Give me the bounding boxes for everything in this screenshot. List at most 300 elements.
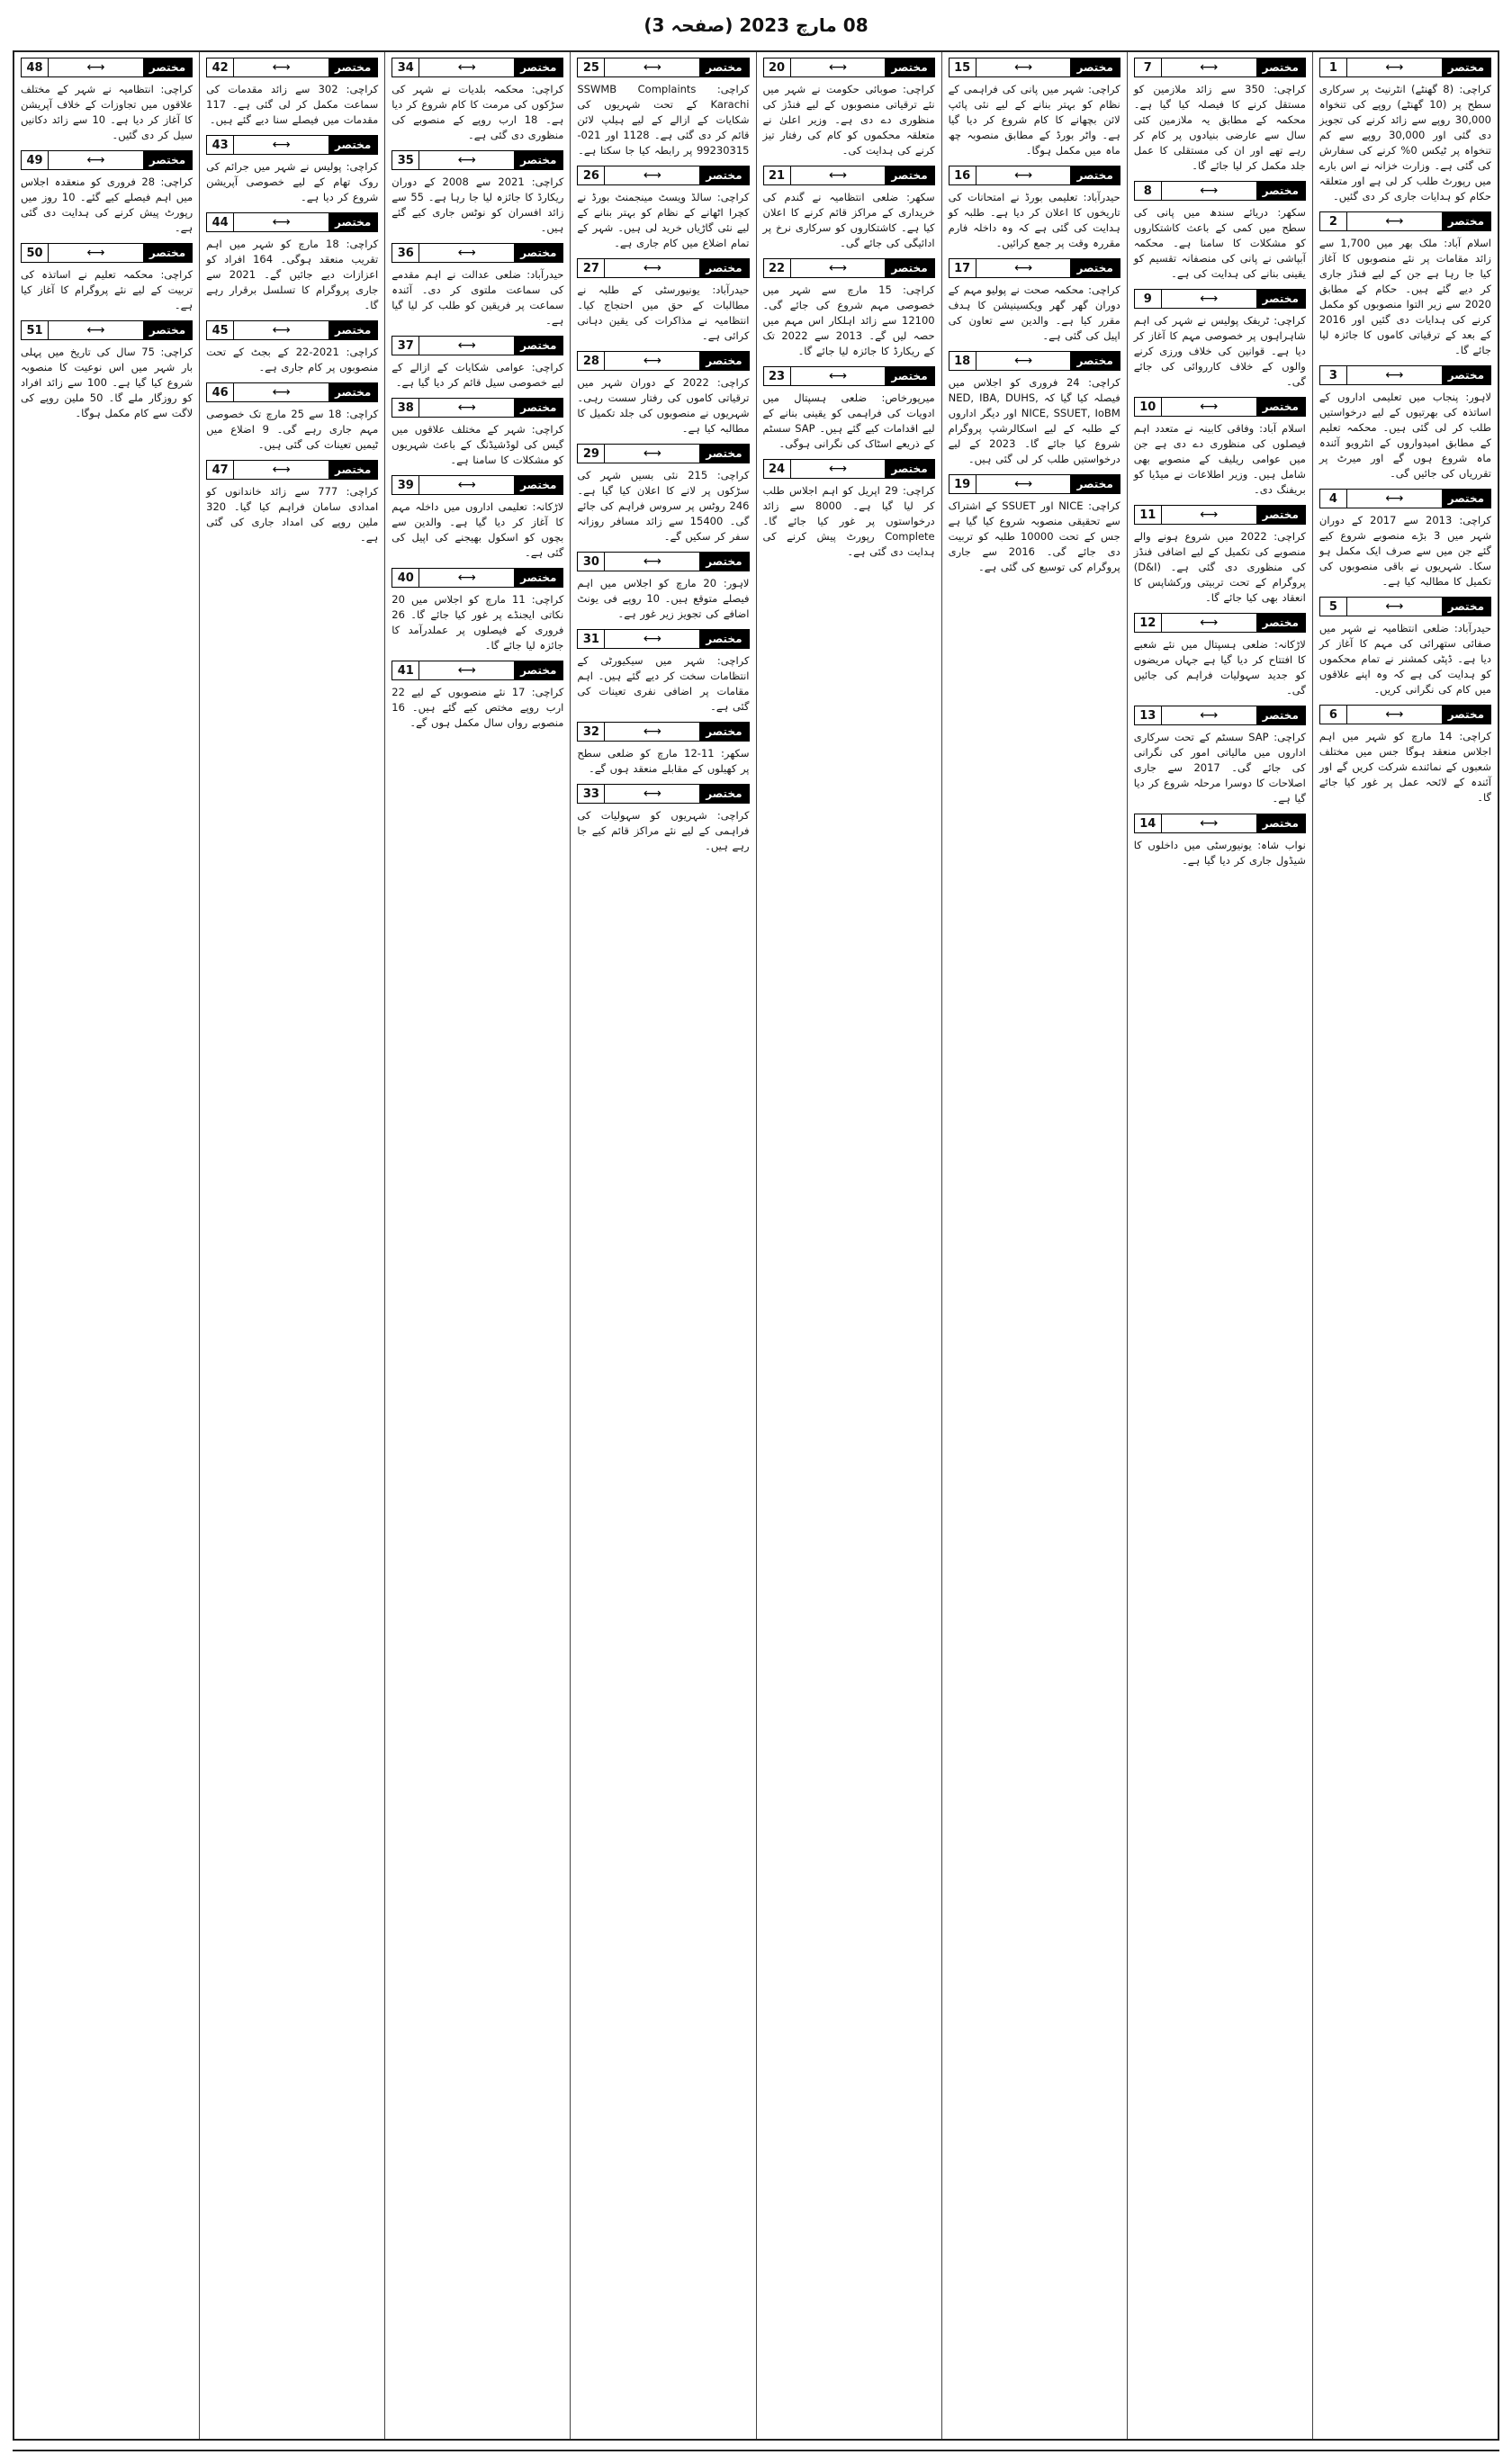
double-arrow-icon: ⟷ <box>1200 60 1219 75</box>
news-item-header <box>763 459 935 479</box>
double-arrow-icon: ⟷ <box>1200 184 1219 198</box>
news-column <box>1312 52 1498 2439</box>
news-item-header <box>577 629 749 649</box>
news-item-header <box>577 722 749 742</box>
double-arrow-icon: ⟷ <box>828 168 847 183</box>
news-tag-label: مختصر <box>143 151 192 169</box>
news-item-header <box>1134 505 1306 525</box>
news-item-header <box>763 58 935 77</box>
news-item-number: 7 <box>1135 58 1162 76</box>
news-item-text: سکھر: ضلعی انتظامیہ نے گندم کی خریداری کے مراکز قائم کرنے کا اعلان کیا ہے۔ کاشتکاروں کو سرکاری نرخ پر ادائیگی کی جائے گی۔ <box>762 191 935 249</box>
news-item-number: 26 <box>578 166 605 184</box>
news-item <box>392 243 563 328</box>
double-arrow-icon: ⟷ <box>457 60 476 75</box>
news-item-text: کراچی: 18 مارچ کو شہر میں اہم تقریب منعقد ہوگی۔ 164 افراد کو اعزازات دیے جائیں گے۔ 2021 سے جاری پروگرام کا تسلسل برقرار رہے گا۔ <box>206 238 379 311</box>
news-item-text: کراچی: 777 سے زائد خاندانوں کو امدادی سامان فراہم کیا گیا۔ 320 ملین روپے کی امداد جاری کی گئی ہے۔ <box>206 485 379 544</box>
news-item-text: کراچی: 15 مارچ سے شہر میں خصوصی مہم شروع کی جائے گی۔ 12100 سے زائد اہلکار اس مہم میں حصہ لیں گے۔ 2013 سے 2022 تک کے ریکارڈ کا جائزہ لیا جائے گا۔ <box>762 283 935 357</box>
news-tag-label: مختصر <box>1442 58 1490 76</box>
news-item-header <box>577 166 749 185</box>
news-item-header <box>21 320 193 340</box>
news-item-header <box>949 474 1120 494</box>
news-item-number: 23 <box>764 367 791 385</box>
news-item-text: کراچی: شہر میں پانی کی فراہمی کے نظام کو بہتر بنانے کے لیے نئی پائپ لائن بچھانے کا کام شروع کر دیا گیا ہے۔ واٹر بورڈ کے مطابق منصوبہ چھ ماہ میں مکمل ہوگا۔ <box>948 83 1120 157</box>
news-item <box>392 475 563 561</box>
double-arrow-icon: ⟷ <box>828 60 847 75</box>
news-item-header <box>392 150 563 170</box>
news-tag-label: مختصر <box>699 723 748 741</box>
news-tag-label: مختصر <box>699 553 748 571</box>
double-arrow-icon: ⟷ <box>1200 816 1219 831</box>
news-item-header <box>392 568 563 588</box>
news-item-number: 50 <box>22 244 49 262</box>
news-item <box>1134 58 1306 174</box>
news-item-text: حیدرآباد: ضلعی عدالت نے اہم مقدمے کی سماعت ملتوی کر دی۔ آئندہ سماعت پر فریقین کو طلب کر لیا گیا ہے۔ <box>392 268 564 327</box>
news-item <box>206 320 378 375</box>
news-item-text: کراچی: 215 نئی بسیں شہر کی سڑکوں پر لانے کا اعلان کیا گیا ہے۔ 246 روٹس پر سروس فراہم کی جائے گی۔ 15400 سے زائد مسافر روزانہ سفر کر سکیں گے۔ <box>577 469 750 543</box>
news-item-number: 20 <box>764 58 791 76</box>
news-item-text: کراچی: 14 مارچ کو شہر میں اہم اجلاس منعقد ہوگا جس میں مختلف شعبوں کے نمائندے شرکت کریں گے اور آئندہ کے لائحہ عمل پر غور کیا جائے گا۔ <box>1318 730 1491 804</box>
news-column <box>384 52 570 2439</box>
double-arrow-icon: ⟷ <box>828 462 847 476</box>
news-item-text: کراچی: عوامی شکایات کے ازالے کے لیے خصوصی سیل قائم کر دیا گیا ہے۔ <box>392 361 564 389</box>
news-item <box>949 351 1120 467</box>
news-tag-label: مختصر <box>514 661 562 679</box>
news-item-header <box>1134 58 1306 77</box>
news-item <box>21 58 193 143</box>
double-arrow-icon: ⟷ <box>86 246 105 260</box>
news-item <box>577 58 749 158</box>
news-item-text: کراچی: SAP سسٹم کے تحت سرکاری اداروں میں مالیاتی امور کی نگرانی کی جائے گی۔ 2017 سے جاری اصلاحات کا دوسرا مرحلہ شروع کر دیا گیا ہے۔ <box>1133 731 1306 805</box>
news-tag-label: مختصر <box>328 58 377 76</box>
news-item-header <box>763 366 935 386</box>
news-tag-label: مختصر <box>1256 290 1305 308</box>
news-item-text: میرپورخاص: ضلعی ہسپتال میں ادویات کی فراہمی کو یقینی بنانے کے لیے اقدامات کیے گئے ہیں۔ SAP سسٹم کے ذریعے اسٹاک کی نگرانی ہوگی۔ <box>762 391 935 450</box>
news-tag-label: مختصر <box>699 445 748 463</box>
news-item-number: 11 <box>1135 506 1162 524</box>
news-item-text: کراچی: شہر کے مختلف علاقوں میں گیس کی لوڈشیڈنگ کے باعث شہریوں کو مشکلات کا سامنا ہے۔ <box>392 423 564 466</box>
news-item-number: 3 <box>1320 366 1347 384</box>
news-item-text: لاہور: پنجاب میں تعلیمی اداروں کے اساتذہ کی بھرتیوں کے لیے درخواستیں طلب کر لی گئی ہیں۔ محکمہ تعلیم کے مطابق امیدواروں کے انٹرویو آئندہ ماہ شروع ہوں گے اور میرٹ پر تقرریاں کی جائیں گی۔ <box>1318 391 1491 480</box>
double-arrow-icon: ⟷ <box>1200 708 1219 723</box>
news-item-number: 36 <box>392 244 419 262</box>
news-item-header <box>1134 181 1306 201</box>
news-tag-label: مختصر <box>1442 212 1490 230</box>
news-item <box>1134 706 1306 806</box>
news-item <box>1134 613 1306 698</box>
news-item-text: کراچی: شہریوں کو سہولیات کی فراہمی کے لیے نئے مراکز قائم کیے جا رہے ہیں۔ <box>577 809 750 852</box>
news-item-number: 45 <box>207 321 234 339</box>
news-item-header <box>392 243 563 263</box>
newspaper-page <box>13 50 1499 2441</box>
news-tag-label: مختصر <box>143 321 192 339</box>
news-item-number: 22 <box>764 259 791 277</box>
news-item-text: کراچی: 75 سال کی تاریخ میں پہلی بار شہر میں اس نوعیت کا منصوبہ شروع کیا گیا ہے۔ 100 سے زائد افراد کو روزگار ملے گا۔ 50 ملین روپے کی لاگت سے کام مکمل ہوگا۔ <box>21 346 194 419</box>
news-tag-label: مختصر <box>1256 58 1305 76</box>
double-arrow-icon: ⟷ <box>1014 60 1033 75</box>
double-arrow-icon: ⟷ <box>457 246 476 260</box>
news-item-text: کراچی: NICE اور SSUET کے اشتراک سے تحقیقی منصوبہ شروع کیا گیا ہے جس کے تحت 10000 طلبہ کو تربیت دی جائے گی۔ 2016 سے جاری پروگرام کی توسیع کی گئی ہے۔ <box>948 499 1120 573</box>
double-arrow-icon: ⟷ <box>457 400 476 415</box>
news-tag-label: مختصر <box>514 569 562 587</box>
news-item-number: 48 <box>22 58 49 76</box>
news-item <box>1134 505 1306 606</box>
news-item <box>763 459 935 560</box>
double-arrow-icon: ⟷ <box>272 138 291 152</box>
news-tag-label: مختصر <box>1256 398 1305 416</box>
double-arrow-icon: ⟷ <box>643 261 662 275</box>
bottom-rule <box>13 2450 1499 2451</box>
news-item-text: کراچی: سالڈ ویسٹ مینجمنٹ بورڈ نے کچرا اٹھانے کے نظام کو بہتر بنانے کے لیے نئی گاڑیاں خرید لی ہیں۔ شہر کے تمام اضلاع میں کام جاری ہے۔ <box>577 191 750 249</box>
double-arrow-icon: ⟷ <box>1200 292 1219 306</box>
news-item-header <box>206 135 378 155</box>
news-item-text: کراچی: SSWMB Complaints Karachi کے تحت شہریوں کی شکایات کے ازالے کے لیے ہیلپ لائن قائم کر دی گئی ہے۔ 1128 اور 021-99230315 پر رابطہ کیا جا سکتا ہے۔ <box>577 83 750 157</box>
news-item-text: لاڑکانہ: ضلعی ہسپتال میں نئے شعبے کا افتتاح کر دیا گیا ہے جہاں مریضوں کو جدید سہولیات فراہم کی جائیں گی۔ <box>1133 638 1306 697</box>
news-tag-label: مختصر <box>514 337 562 355</box>
news-tag-label: مختصر <box>1256 182 1305 200</box>
news-item-header <box>206 212 378 232</box>
double-arrow-icon: ⟷ <box>272 463 291 477</box>
news-tag-label: مختصر <box>699 166 748 184</box>
news-item <box>949 166 1120 251</box>
news-item-text: کراچی: پولیس نے شہر میں جرائم کی روک تھام کے لیے خصوصی آپریشن شروع کر دیا ہے۔ <box>206 160 379 203</box>
news-item-text: کراچی: 2013 سے 2017 کے دوران شہر میں 3 بڑے منصوبے شروع کیے گئے جن میں سے صرف ایک مکمل ہو سکا۔ شہریوں نے باقی منصوبوں کی تکمیل کا مطالبہ کیا ہے۔ <box>1318 514 1491 588</box>
news-item-number: 10 <box>1135 398 1162 416</box>
news-item-number: 31 <box>578 630 605 648</box>
news-tag-label: مختصر <box>1256 614 1305 632</box>
news-tag-label: مختصر <box>1070 58 1119 76</box>
news-item <box>1319 58 1491 204</box>
news-item <box>949 474 1120 575</box>
double-arrow-icon: ⟷ <box>828 369 847 383</box>
news-item-number: 27 <box>578 259 605 277</box>
news-item-header <box>949 351 1120 371</box>
news-item-text: کراچی: 2022 کے دوران شہر میں ترقیاتی کاموں کی رفتار سست رہی۔ شہریوں نے منصوبوں کی جلد تکمیل کا مطالبہ کیا ہے۔ <box>577 376 750 435</box>
news-item-number: 30 <box>578 553 605 571</box>
news-item <box>1134 181 1306 282</box>
news-item-text: کراچی: ٹریفک پولیس نے شہر کی اہم شاہراہوں پر خصوصی مہم کا آغاز کر دیا ہے۔ قوانین کی خلاف ورزی کرنے والوں کے خلاف کارروائی کی جائے گی۔ <box>1133 314 1306 388</box>
news-item-number: 18 <box>950 352 976 370</box>
news-tag-label: مختصر <box>1070 166 1119 184</box>
news-item-text: لاہور: 20 مارچ کو اجلاس میں اہم فیصلے متوقع ہیں۔ 10 روپے فی یونٹ اضافے کی تجویز زیر غور ہے۔ <box>577 577 750 620</box>
news-tag-label: مختصر <box>699 259 748 277</box>
news-item-header <box>763 258 935 278</box>
news-item-text: کراچی: 350 سے زائد ملازمین کو مستقل کرنے کا فیصلہ کیا گیا ہے۔ محکمہ کے مطابق یہ ملازمین کئی سال سے عارضی بنیادوں پر کام کر رہے تھے اور ان کی مستقلی کا عمل جلد مکمل کر لیا جائے گا۔ <box>1133 83 1306 172</box>
news-item-header <box>1319 489 1491 508</box>
news-item-header <box>1319 597 1491 616</box>
news-item <box>21 150 193 236</box>
news-tag-label: مختصر <box>1442 706 1490 724</box>
news-item-number: 21 <box>764 166 791 184</box>
news-tag-label: مختصر <box>1256 506 1305 524</box>
news-item-text: اسلام آباد: ملک بھر میں 1,700 سے زائد مقامات پر نئے منصوبوں کا آغاز کیا جا رہا ہے جن کے لیے فنڈز جاری کر دیے گئے ہیں۔ حکام کے مطابق 2020 سے زیر التوا منصوبوں کو مکمل کرنے کی ہدایات دی گئیں اور 2016 کے بعد کے ترقیاتی کاموں کا جائزہ لیا جائے گا۔ <box>1318 237 1491 356</box>
news-tag-label: مختصر <box>328 136 377 154</box>
news-item <box>577 784 749 854</box>
news-item-header <box>206 58 378 77</box>
news-tag-label: مختصر <box>1070 259 1119 277</box>
news-tag-label: مختصر <box>1070 352 1119 370</box>
news-item <box>763 58 935 158</box>
news-item-text: کراچی: شہر میں سیکیورٹی کے انتظامات سخت کر دیے گئے ہیں۔ اہم مقامات پر اضافی نفری تعینات کی گئی ہے۔ <box>577 654 750 713</box>
news-item <box>1319 597 1491 697</box>
news-column <box>1127 52 1312 2439</box>
double-arrow-icon: ⟷ <box>1385 707 1404 722</box>
news-item-number: 28 <box>578 352 605 370</box>
news-column <box>756 52 941 2439</box>
news-item-text: کراچی: محکمہ بلدیات نے شہر کی سڑکوں کی مرمت کا کام شروع کر دیا ہے۔ 18 ارب روپے کے منصوبے کی منظوری دی گئی ہے۔ <box>392 83 564 141</box>
news-tag-label: مختصر <box>885 58 933 76</box>
news-tag-label: مختصر <box>885 460 933 478</box>
news-item-number: 16 <box>950 166 976 184</box>
news-column <box>14 52 199 2439</box>
news-item-text: نواب شاہ: یونیورسٹی میں داخلوں کا شیڈول جاری کر دیا گیا ہے۔ <box>1133 839 1306 867</box>
news-item-number: 40 <box>392 569 419 587</box>
news-tag-label: مختصر <box>699 352 748 370</box>
news-tag-label: مختصر <box>328 321 377 339</box>
news-item-number: 43 <box>207 136 234 154</box>
news-item <box>577 166 749 251</box>
double-arrow-icon: ⟷ <box>272 215 291 229</box>
news-item-number: 13 <box>1135 706 1162 724</box>
news-tag-label: مختصر <box>699 630 748 648</box>
news-tag-label: مختصر <box>1256 814 1305 832</box>
news-item-text: کراچی: 2021-22 کے بجٹ کے تحت منصوبوں پر کام جاری ہے۔ <box>206 346 379 373</box>
news-column <box>199 52 384 2439</box>
news-item-header <box>21 150 193 170</box>
news-item <box>392 661 563 731</box>
news-item-number: 2 <box>1320 212 1347 230</box>
news-item-text: کراچی: محکمہ صحت نے پولیو مہم کے دوران گھر گھر ویکسینیشن کا ہدف مقرر کیا ہے۔ والدین سے تعاون کی اپیل کی گئی ہے۔ <box>948 283 1120 342</box>
news-item <box>1134 289 1306 390</box>
news-item-text: کراچی: 28 فروری کو منعقدہ اجلاس میں اہم فیصلے کیے گئے۔ 10 روز میں رپورٹ پیش کرنے کی ہدایت دی گئی ہے۔ <box>21 175 194 234</box>
news-item-text: کراچی: 17 نئے منصوبوں کے لیے 22 ارب روپے مختص کیے گئے ہیں۔ 16 منصوبے رواں سال مکمل ہوں گے۔ <box>392 686 564 729</box>
double-arrow-icon: ⟷ <box>643 168 662 183</box>
news-item-header <box>949 58 1120 77</box>
news-item-text: کراچی: (8 گھنٹے) انٹرنیٹ پر سرکاری سطح پر (10 گھنٹے) روپے کی تنخواہ 30,000 روپے سے زائد کرنے کی تجویز دی گئی اور 30,000 روپے سے کم تنخواہ پر ٹیکس 0% کرنے کی سفارش کی گئی ہے۔ وزارت خزانہ نے اس بارے میں رپورٹ طلب کر لی ہے اور متعلقہ حکام کو ہدایات جاری کر دی گئیں۔ <box>1318 83 1491 202</box>
masthead <box>0 0 1512 50</box>
double-arrow-icon: ⟷ <box>457 663 476 678</box>
news-item-number: 47 <box>207 461 234 479</box>
news-item-header <box>1319 58 1491 77</box>
news-tag-label: مختصر <box>514 151 562 169</box>
news-item-number: 35 <box>392 151 419 169</box>
double-arrow-icon: ⟷ <box>1200 508 1219 522</box>
news-item-header <box>206 460 378 480</box>
news-item <box>577 552 749 622</box>
double-arrow-icon: ⟷ <box>1385 599 1404 614</box>
news-item <box>206 382 378 453</box>
double-arrow-icon: ⟷ <box>86 153 105 167</box>
news-item-number: 8 <box>1135 182 1162 200</box>
news-item <box>1134 814 1306 868</box>
news-tag-label: مختصر <box>514 399 562 417</box>
double-arrow-icon: ⟷ <box>457 153 476 167</box>
page-date-title: 08 مارچ 2023 (صفحہ 3) <box>644 14 868 36</box>
double-arrow-icon: ⟷ <box>643 724 662 739</box>
news-item-number: 37 <box>392 337 419 355</box>
news-item <box>206 135 378 205</box>
news-item <box>21 320 193 421</box>
news-item-text: کراچی: 302 سے زائد مقدمات کی سماعت مکمل کر لی گئی ہے۔ 117 مقدمات میں فیصلے سنا دیے گئے ہیں۔ <box>206 83 379 126</box>
news-item-text: کراچی: 24 فروری کو اجلاس میں فیصلہ کیا گیا کہ NED, IBA, DUHS, NICE, SSUET, IoBM اور دیگر اداروں کے طلبہ کے لیے اسکالرشپ پروگرام شروع کیا جائے گا۔ 2023 کے لیے درخواستیں طلب کر لی گئی ہیں۔ <box>948 376 1120 465</box>
double-arrow-icon: ⟷ <box>1014 477 1033 491</box>
news-item-text: کراچی: 11 مارچ کو اجلاس میں 20 نکاتی ایجنڈے پر غور کیا جائے گا۔ 26 فروری کے فیصلوں پر عملدرآمد کا جائزہ لیا جائے گا۔ <box>392 593 564 652</box>
news-tag-label: مختصر <box>885 259 933 277</box>
double-arrow-icon: ⟷ <box>1385 491 1404 506</box>
news-tag-label: مختصر <box>1442 598 1490 616</box>
double-arrow-icon: ⟷ <box>828 261 847 275</box>
news-item <box>392 568 563 653</box>
news-item-header <box>392 58 563 77</box>
news-item-text: کراچی: 18 سے 25 مارچ تک خصوصی مہم جاری رہے گی۔ 9 اضلاع میں ٹیمیں تعینات کی گئی ہیں۔ <box>206 408 379 451</box>
double-arrow-icon: ⟷ <box>457 338 476 353</box>
news-item-header <box>1319 365 1491 385</box>
news-item-number: 12 <box>1135 614 1162 632</box>
news-item-number: 9 <box>1135 290 1162 308</box>
news-item-number: 17 <box>950 259 976 277</box>
news-item-number: 49 <box>22 151 49 169</box>
news-item-header <box>1134 613 1306 633</box>
double-arrow-icon: ⟷ <box>1014 168 1033 183</box>
news-item <box>763 366 935 452</box>
news-item <box>206 460 378 545</box>
news-item-header <box>1134 289 1306 309</box>
news-item-header <box>1319 705 1491 724</box>
news-item-number: 46 <box>207 383 234 401</box>
news-item-header <box>206 320 378 340</box>
news-item-header <box>577 552 749 571</box>
news-item <box>763 166 935 251</box>
news-item-number: 14 <box>1135 814 1162 832</box>
news-item <box>577 258 749 344</box>
news-item-header <box>763 166 935 185</box>
news-item-header <box>21 58 193 77</box>
news-item-number: 29 <box>578 445 605 463</box>
double-arrow-icon: ⟷ <box>643 446 662 461</box>
news-item-header <box>949 258 1120 278</box>
news-tag-label: مختصر <box>699 58 748 76</box>
news-item <box>1319 705 1491 805</box>
news-item-number: 42 <box>207 58 234 76</box>
news-item-header <box>206 382 378 402</box>
double-arrow-icon: ⟷ <box>86 60 105 75</box>
news-item-number: 51 <box>22 321 49 339</box>
news-tag-label: مختصر <box>1442 366 1490 384</box>
double-arrow-icon: ⟷ <box>1385 214 1404 229</box>
news-item-text: کراچی: 2022 میں شروع ہونے والے منصوبے کی تکمیل کے لیے اضافی فنڈز کی منظوری دی گئی ہے۔ (D&I) پروگرام کے تحت تربیتی ورکشاپس کا انعقاد بھی کیا جائے گا۔ <box>1133 530 1306 604</box>
news-item <box>392 58 563 143</box>
news-item-header <box>21 243 193 263</box>
news-item <box>949 258 1120 344</box>
news-tag-label: مختصر <box>885 367 933 385</box>
news-item <box>577 722 749 777</box>
news-item-number: 19 <box>950 475 976 493</box>
news-item <box>763 258 935 359</box>
news-item-header <box>1134 397 1306 417</box>
double-arrow-icon: ⟷ <box>1200 400 1219 414</box>
double-arrow-icon: ⟷ <box>1200 616 1219 630</box>
double-arrow-icon: ⟷ <box>643 632 662 646</box>
news-item <box>949 58 1120 158</box>
news-item-text: اسلام آباد: وفاقی کابینہ نے متعدد اہم فیصلوں کی منظوری دے دی ہے جن میں عوامی ریلیف کے منصوبے بھی شامل ہیں۔ وزیر اطلاعات نے میڈیا کو بریفنگ دی۔ <box>1133 422 1306 496</box>
news-item <box>392 336 563 391</box>
news-tag-label: مختصر <box>1442 490 1490 508</box>
news-column <box>941 52 1127 2439</box>
double-arrow-icon: ⟷ <box>1385 368 1404 382</box>
news-item <box>392 150 563 236</box>
news-item <box>1319 211 1491 358</box>
news-item <box>577 444 749 544</box>
news-item-text: کراچی: محکمہ تعلیم نے اساتذہ کی تربیت کے لیے نئے پروگرام کا آغاز کیا ہے۔ <box>21 268 194 311</box>
news-item-header <box>1134 814 1306 833</box>
double-arrow-icon: ⟷ <box>643 554 662 569</box>
news-item-number: 1 <box>1320 58 1347 76</box>
news-item-header <box>577 351 749 371</box>
news-item-text: سکھر: 11-12 مارچ کو ضلعی سطح پر کھیلوں کے مقابلے منعقد ہوں گے۔ <box>577 747 750 775</box>
news-item-text: کراچی: 2021 سے 2008 کے دوران ریکارڈ کا جائزہ لیا جا رہا ہے۔ 55 سے زائد افسران کو نوٹس جاری کیے گئے ہیں۔ <box>392 175 564 234</box>
news-tag-label: مختصر <box>328 461 377 479</box>
double-arrow-icon: ⟷ <box>1014 354 1033 368</box>
news-item <box>206 58 378 128</box>
news-item <box>1134 397 1306 498</box>
news-tag-label: مختصر <box>143 58 192 76</box>
news-item-text: کراچی: انتظامیہ نے شہر کے مختلف علاقوں میں تجاوزات کے خلاف آپریشن کا آغاز کر دیا ہے۔ 10 سے زائد دکانیں سیل کر دی گئیں۔ <box>21 83 194 141</box>
news-item <box>577 629 749 715</box>
news-item-number: 32 <box>578 723 605 741</box>
news-item <box>206 212 378 313</box>
news-item-number: 39 <box>392 476 419 494</box>
news-item-text: حیدرآباد: ضلعی انتظامیہ نے شہر میں صفائی ستھرائی کی مہم کا آغاز کر دیا ہے۔ ڈپٹی کمشنر نے تمام محکموں کو ہدایت کی ہے کہ وہ اپنے علاقوں میں کام کی نگرانی کریں۔ <box>1318 622 1491 696</box>
news-item-text: سکھر: دریائے سندھ میں پانی کی سطح میں کمی کے باعث کاشتکاروں کو مشکلات کا سامنا ہے۔ محکمہ آبپاشی نے پانی کی منصفانہ تقسیم کو یقینی بنانے کی ہدایت کی ہے۔ <box>1133 206 1306 280</box>
double-arrow-icon: ⟷ <box>643 354 662 368</box>
news-item-text: حیدرآباد: یونیورسٹی کے طلبہ نے مطالبات کے حق میں احتجاج کیا۔ انتظامیہ نے مذاکرات کی یقین دہانی کرائی ہے۔ <box>577 283 750 342</box>
news-item <box>1319 489 1491 589</box>
news-item-number: 6 <box>1320 706 1347 724</box>
news-item-number: 38 <box>392 399 419 417</box>
double-arrow-icon: ⟷ <box>1385 60 1404 75</box>
news-item-header <box>392 475 563 495</box>
news-item <box>392 398 563 468</box>
news-item-number: 34 <box>392 58 419 76</box>
news-item-header <box>392 398 563 418</box>
news-item-header <box>577 258 749 278</box>
news-tag-label: مختصر <box>885 166 933 184</box>
news-tag-label: مختصر <box>143 244 192 262</box>
news-tag-label: مختصر <box>1256 706 1305 724</box>
news-item-text: کراچی: صوبائی حکومت نے شہر میں نئے ترقیاتی منصوبوں کے لیے فنڈز کی منظوری دے دی ہے۔ وزیر اعلیٰ نے متعلقہ محکموں کو کام کی رفتار تیز کرنے کی ہدایت کی۔ <box>762 83 935 157</box>
news-item-text: حیدرآباد: تعلیمی بورڈ نے امتحانات کی تاریخوں کا اعلان کر دیا ہے۔ طلبہ کو ہدایت کی گئی ہے کہ وہ داخلہ فارم مقررہ وقت پر جمع کرائیں۔ <box>948 191 1120 249</box>
news-item-number: 24 <box>764 460 791 478</box>
news-tag-label: مختصر <box>514 476 562 494</box>
double-arrow-icon: ⟷ <box>1014 261 1033 275</box>
news-item-header <box>1319 211 1491 231</box>
double-arrow-icon: ⟷ <box>272 385 291 400</box>
news-item-text: لاڑکانہ: تعلیمی اداروں میں داخلہ مہم کا آغاز کر دیا گیا ہے۔ والدین سے بچوں کو اسکول بھیجنے کی اپیل کی گئی ہے۔ <box>392 500 564 559</box>
news-column <box>570 52 755 2439</box>
double-arrow-icon: ⟷ <box>643 787 662 801</box>
news-item-header <box>1134 706 1306 725</box>
news-item-number: 4 <box>1320 490 1347 508</box>
double-arrow-icon: ⟷ <box>457 571 476 585</box>
news-tag-label: مختصر <box>514 58 562 76</box>
news-item-header <box>577 444 749 463</box>
news-item-number: 44 <box>207 213 234 231</box>
news-item <box>1319 365 1491 481</box>
news-item-header <box>577 784 749 804</box>
news-tag-label: مختصر <box>1070 475 1119 493</box>
news-item <box>21 243 193 313</box>
news-tag-label: مختصر <box>328 213 377 231</box>
double-arrow-icon: ⟷ <box>272 60 291 75</box>
